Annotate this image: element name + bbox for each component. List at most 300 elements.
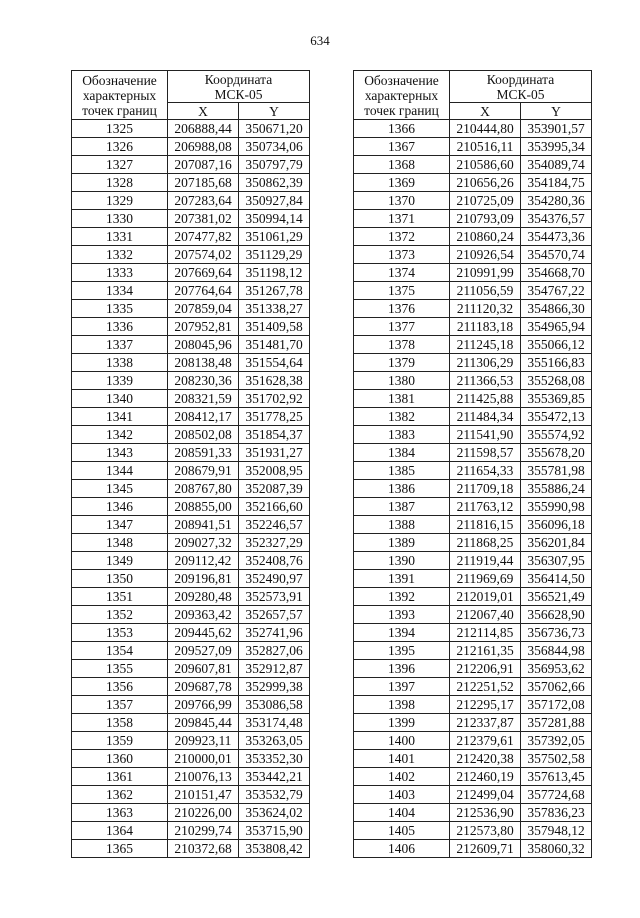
point-id-cell: 1325 (72, 120, 168, 138)
x-coordinate-cell: 211709,18 (450, 480, 521, 498)
coordinate-system-header: Координата МСК-05 (168, 71, 310, 103)
y-coordinate-cell: 350797,79 (239, 156, 310, 174)
x-coordinate-cell: 209845,44 (168, 714, 239, 732)
y-coordinate-cell: 351854,37 (239, 426, 310, 444)
x-coordinate-cell: 208502,08 (168, 426, 239, 444)
point-id-cell: 1373 (354, 246, 450, 264)
table-row (72, 426, 310, 444)
table-row (72, 228, 310, 246)
table-row (354, 732, 592, 750)
point-id-cell: 1403 (354, 786, 450, 804)
x-coordinate-cell: 208941,51 (168, 516, 239, 534)
table-row (354, 552, 592, 570)
y-coordinate-cell: 352827,06 (239, 642, 310, 660)
table-row (72, 804, 310, 822)
x-coordinate-cell: 209445,62 (168, 624, 239, 642)
x-coordinate-cell: 209527,09 (168, 642, 239, 660)
y-coordinate-cell: 358060,32 (521, 840, 592, 858)
y-coordinate-cell: 352490,97 (239, 570, 310, 588)
y-coordinate-cell: 357172,08 (521, 696, 592, 714)
x-coordinate-cell: 211056,59 (450, 282, 521, 300)
point-id-cell: 1396 (354, 660, 450, 678)
point-id-cell: 1386 (354, 480, 450, 498)
point-id-cell: 1384 (354, 444, 450, 462)
x-coordinate-cell: 212420,38 (450, 750, 521, 768)
point-id-cell: 1347 (72, 516, 168, 534)
y-coordinate-cell: 351198,12 (239, 264, 310, 282)
y-coordinate-cell: 353532,79 (239, 786, 310, 804)
x-coordinate-cell: 210793,09 (450, 210, 521, 228)
y-coordinate-cell: 354866,30 (521, 300, 592, 318)
point-id-cell: 1389 (354, 534, 450, 552)
y-coordinate-cell: 357281,88 (521, 714, 592, 732)
x-coordinate-cell: 207669,64 (168, 264, 239, 282)
point-id-cell: 1344 (72, 462, 168, 480)
x-coordinate-cell: 212499,04 (450, 786, 521, 804)
table-row (354, 426, 592, 444)
table-row (354, 138, 592, 156)
table-row (354, 696, 592, 714)
y-coordinate-cell: 352657,57 (239, 606, 310, 624)
y-coordinate-cell: 356628,90 (521, 606, 592, 624)
point-id-cell: 1392 (354, 588, 450, 606)
table-row (72, 174, 310, 192)
table-row (72, 660, 310, 678)
y-coordinate-cell: 352999,38 (239, 678, 310, 696)
x-coordinate-cell: 210991,99 (450, 264, 521, 282)
table-row (354, 660, 592, 678)
y-coordinate-cell: 355268,08 (521, 372, 592, 390)
y-coordinate-cell: 352327,29 (239, 534, 310, 552)
y-coordinate-cell: 356307,95 (521, 552, 592, 570)
y-coordinate-cell: 354184,75 (521, 174, 592, 192)
point-id-cell: 1383 (354, 426, 450, 444)
y-coordinate-cell: 354376,57 (521, 210, 592, 228)
table-row (354, 840, 592, 858)
x-coordinate-cell: 210926,54 (450, 246, 521, 264)
x-coordinate-cell: 208412,17 (168, 408, 239, 426)
point-id-cell: 1333 (72, 264, 168, 282)
x-coordinate-cell: 211425,88 (450, 390, 521, 408)
table-row (354, 804, 592, 822)
table-row (354, 822, 592, 840)
table-row (354, 516, 592, 534)
y-coordinate-cell: 353263,05 (239, 732, 310, 750)
x-coordinate-cell: 207574,02 (168, 246, 239, 264)
x-coordinate-cell: 208679,91 (168, 462, 239, 480)
table-row (72, 318, 310, 336)
point-id-cell: 1337 (72, 336, 168, 354)
table-row (354, 750, 592, 768)
y-coordinate-cell: 357836,23 (521, 804, 592, 822)
table-row (72, 732, 310, 750)
table-row (354, 390, 592, 408)
x-coordinate-cell: 207283,64 (168, 192, 239, 210)
point-id-cell: 1338 (72, 354, 168, 372)
x-coordinate-cell: 212337,87 (450, 714, 521, 732)
x-coordinate-cell: 208591,33 (168, 444, 239, 462)
x-coordinate-cell: 210226,00 (168, 804, 239, 822)
y-coordinate-cell: 355678,20 (521, 444, 592, 462)
table-row (72, 714, 310, 732)
point-id-cell: 1393 (354, 606, 450, 624)
y-coordinate-cell: 351267,78 (239, 282, 310, 300)
y-coordinate-cell: 353442,21 (239, 768, 310, 786)
x-coordinate-cell: 210725,09 (450, 192, 521, 210)
y-coordinate-cell: 357062,66 (521, 678, 592, 696)
x-coordinate-cell: 211919,44 (450, 552, 521, 570)
x-coordinate-cell: 209280,48 (168, 588, 239, 606)
point-id-cell: 1379 (354, 354, 450, 372)
x-coordinate-cell: 210656,26 (450, 174, 521, 192)
x-coordinate-cell: 209363,42 (168, 606, 239, 624)
point-id-cell: 1370 (354, 192, 450, 210)
point-designation-header: Обозначение характерных точек границ (72, 71, 168, 120)
x-coordinate-cell: 211654,33 (450, 462, 521, 480)
table-row (354, 570, 592, 588)
point-id-cell: 1361 (72, 768, 168, 786)
table-row (354, 318, 592, 336)
table-row (354, 300, 592, 318)
y-coordinate-cell: 351702,92 (239, 390, 310, 408)
point-id-cell: 1366 (354, 120, 450, 138)
x-coordinate-cell: 212114,85 (450, 624, 521, 642)
point-id-cell: 1375 (354, 282, 450, 300)
point-id-cell: 1376 (354, 300, 450, 318)
x-coordinate-cell: 206888,44 (168, 120, 239, 138)
point-id-cell: 1385 (354, 462, 450, 480)
point-id-cell: 1350 (72, 570, 168, 588)
table-row (354, 228, 592, 246)
table-row (354, 192, 592, 210)
table-row (72, 354, 310, 372)
table-row (72, 516, 310, 534)
point-id-cell: 1397 (354, 678, 450, 696)
x-coordinate-cell: 211598,57 (450, 444, 521, 462)
point-id-cell: 1345 (72, 480, 168, 498)
table-row (354, 444, 592, 462)
y-coordinate-cell: 350927,84 (239, 192, 310, 210)
point-id-cell: 1406 (354, 840, 450, 858)
coordinates-table-right (353, 70, 592, 858)
x-coordinate-cell: 206988,08 (168, 138, 239, 156)
point-id-cell: 1360 (72, 750, 168, 768)
point-id-cell: 1364 (72, 822, 168, 840)
y-coordinate-cell: 353808,42 (239, 840, 310, 858)
point-id-cell: 1342 (72, 426, 168, 444)
table-body (354, 120, 592, 858)
table-row (72, 696, 310, 714)
point-id-cell: 1330 (72, 210, 168, 228)
table-row (72, 264, 310, 282)
y-coordinate-cell: 355472,13 (521, 408, 592, 426)
point-id-cell: 1335 (72, 300, 168, 318)
table-row (72, 444, 310, 462)
point-id-cell: 1368 (354, 156, 450, 174)
x-coordinate-cell: 212609,71 (450, 840, 521, 858)
y-coordinate-cell: 355369,85 (521, 390, 592, 408)
table-row (354, 174, 592, 192)
y-coordinate-cell: 355574,92 (521, 426, 592, 444)
x-coordinate-cell: 209766,99 (168, 696, 239, 714)
y-coordinate-cell: 352246,57 (239, 516, 310, 534)
y-coordinate-cell: 357613,45 (521, 768, 592, 786)
x-coordinate-cell: 212251,52 (450, 678, 521, 696)
point-id-cell: 1404 (354, 804, 450, 822)
y-coordinate-cell: 353086,58 (239, 696, 310, 714)
point-id-cell: 1398 (354, 696, 450, 714)
y-column-header: Y (239, 103, 310, 120)
y-coordinate-cell: 350671,20 (239, 120, 310, 138)
page-number: 634 (310, 33, 330, 48)
point-id-cell: 1343 (72, 444, 168, 462)
x-coordinate-cell: 211541,90 (450, 426, 521, 444)
point-id-cell: 1372 (354, 228, 450, 246)
x-coordinate-cell: 210586,60 (450, 156, 521, 174)
y-coordinate-cell: 353624,02 (239, 804, 310, 822)
y-coordinate-cell: 354570,74 (521, 246, 592, 264)
table-body (72, 120, 310, 858)
x-coordinate-cell: 210516,11 (450, 138, 521, 156)
x-coordinate-cell: 208045,96 (168, 336, 239, 354)
table-row (72, 534, 310, 552)
y-coordinate-cell: 350862,39 (239, 174, 310, 192)
y-coordinate-cell: 355781,98 (521, 462, 592, 480)
x-coordinate-cell: 210151,47 (168, 786, 239, 804)
x-coordinate-cell: 211816,15 (450, 516, 521, 534)
x-coordinate-cell: 211183,18 (450, 318, 521, 336)
table-row (354, 606, 592, 624)
point-id-cell: 1382 (354, 408, 450, 426)
y-coordinate-cell: 354965,94 (521, 318, 592, 336)
table-row (354, 354, 592, 372)
point-id-cell: 1391 (354, 570, 450, 588)
table-row (72, 408, 310, 426)
table-row (72, 624, 310, 642)
point-id-cell: 1332 (72, 246, 168, 264)
table-row (72, 678, 310, 696)
x-coordinate-cell: 209112,42 (168, 552, 239, 570)
table-row (354, 264, 592, 282)
x-coordinate-cell: 207859,04 (168, 300, 239, 318)
point-id-cell: 1363 (72, 804, 168, 822)
point-id-cell: 1362 (72, 786, 168, 804)
x-coordinate-cell: 211484,34 (450, 408, 521, 426)
y-coordinate-cell: 354280,36 (521, 192, 592, 210)
y-coordinate-cell: 356521,49 (521, 588, 592, 606)
y-coordinate-cell: 353901,57 (521, 120, 592, 138)
x-coordinate-cell: 212460,19 (450, 768, 521, 786)
y-coordinate-cell: 351129,29 (239, 246, 310, 264)
point-id-cell: 1371 (354, 210, 450, 228)
x-coordinate-cell: 207477,82 (168, 228, 239, 246)
y-coordinate-cell: 353995,34 (521, 138, 592, 156)
point-id-cell: 1400 (354, 732, 450, 750)
table-row (72, 192, 310, 210)
x-coordinate-cell: 210076,13 (168, 768, 239, 786)
x-coordinate-cell: 211366,53 (450, 372, 521, 390)
table-row (72, 768, 310, 786)
table-row (72, 372, 310, 390)
table-row (72, 300, 310, 318)
point-id-cell: 1387 (354, 498, 450, 516)
y-coordinate-cell: 356736,73 (521, 624, 592, 642)
table-row (72, 570, 310, 588)
table-row (354, 120, 592, 138)
table-row (354, 624, 592, 642)
x-coordinate-cell: 211969,69 (450, 570, 521, 588)
y-coordinate-cell: 351778,25 (239, 408, 310, 426)
point-id-cell: 1329 (72, 192, 168, 210)
y-coordinate-cell: 355166,83 (521, 354, 592, 372)
x-coordinate-cell: 211306,29 (450, 354, 521, 372)
table-row (354, 786, 592, 804)
table-row (72, 210, 310, 228)
table-row (72, 390, 310, 408)
table-row (354, 534, 592, 552)
x-coordinate-cell: 207381,02 (168, 210, 239, 228)
x-column-header: X (450, 103, 521, 120)
point-id-cell: 1405 (354, 822, 450, 840)
x-coordinate-cell: 212067,40 (450, 606, 521, 624)
point-id-cell: 1388 (354, 516, 450, 534)
table-row (354, 336, 592, 354)
x-coordinate-cell: 212573,80 (450, 822, 521, 840)
y-coordinate-cell: 356414,50 (521, 570, 592, 588)
y-coordinate-cell: 356953,62 (521, 660, 592, 678)
y-coordinate-cell: 352008,95 (239, 462, 310, 480)
table-row (72, 156, 310, 174)
point-id-cell: 1331 (72, 228, 168, 246)
table-row (72, 588, 310, 606)
point-id-cell: 1395 (354, 642, 450, 660)
point-id-cell: 1358 (72, 714, 168, 732)
table-row (354, 210, 592, 228)
x-coordinate-cell: 211868,25 (450, 534, 521, 552)
y-coordinate-cell: 352741,96 (239, 624, 310, 642)
y-coordinate-cell: 351628,38 (239, 372, 310, 390)
point-id-cell: 1356 (72, 678, 168, 696)
coordinate-system-header: Координата МСК-05 (450, 71, 592, 103)
x-coordinate-cell: 209923,11 (168, 732, 239, 750)
table-row (72, 822, 310, 840)
table-row (72, 642, 310, 660)
point-id-cell: 1352 (72, 606, 168, 624)
point-id-cell: 1354 (72, 642, 168, 660)
y-coordinate-cell: 354089,74 (521, 156, 592, 174)
table-row (72, 336, 310, 354)
y-coordinate-cell: 354668,70 (521, 264, 592, 282)
point-id-cell: 1355 (72, 660, 168, 678)
table-row (354, 714, 592, 732)
y-coordinate-cell: 352087,39 (239, 480, 310, 498)
y-coordinate-cell: 351554,64 (239, 354, 310, 372)
x-coordinate-cell: 210000,01 (168, 750, 239, 768)
table-row (354, 246, 592, 264)
y-coordinate-cell: 351481,70 (239, 336, 310, 354)
x-coordinate-cell: 212161,35 (450, 642, 521, 660)
x-coordinate-cell: 212019,01 (450, 588, 521, 606)
x-coordinate-cell: 207952,81 (168, 318, 239, 336)
y-coordinate-cell: 357392,05 (521, 732, 592, 750)
point-id-cell: 1357 (72, 696, 168, 714)
point-id-cell: 1401 (354, 750, 450, 768)
table-row (72, 750, 310, 768)
table-row (354, 588, 592, 606)
y-coordinate-cell: 351931,27 (239, 444, 310, 462)
table-row (72, 138, 310, 156)
point-id-cell: 1348 (72, 534, 168, 552)
x-coordinate-cell: 207185,68 (168, 174, 239, 192)
point-designation-header: Обозначение характерных точек границ (354, 71, 450, 120)
x-coordinate-cell: 211120,32 (450, 300, 521, 318)
table-row (354, 408, 592, 426)
x-coordinate-cell: 210444,80 (450, 120, 521, 138)
table-row (354, 480, 592, 498)
x-coordinate-cell: 209027,32 (168, 534, 239, 552)
x-coordinate-cell: 208138,48 (168, 354, 239, 372)
x-coordinate-cell: 208855,00 (168, 498, 239, 516)
table-row (72, 786, 310, 804)
y-coordinate-cell: 352166,60 (239, 498, 310, 516)
point-id-cell: 1351 (72, 588, 168, 606)
point-id-cell: 1394 (354, 624, 450, 642)
table-row (354, 282, 592, 300)
point-id-cell: 1369 (354, 174, 450, 192)
table-row (72, 480, 310, 498)
table-row (354, 678, 592, 696)
point-id-cell: 1374 (354, 264, 450, 282)
table-row (72, 246, 310, 264)
point-id-cell: 1402 (354, 768, 450, 786)
table-row (72, 462, 310, 480)
table-row (354, 498, 592, 516)
x-coordinate-cell: 211245,18 (450, 336, 521, 354)
y-coordinate-cell: 356201,84 (521, 534, 592, 552)
x-coordinate-cell: 209687,78 (168, 678, 239, 696)
table-row (354, 768, 592, 786)
point-id-cell: 1377 (354, 318, 450, 336)
point-id-cell: 1365 (72, 840, 168, 858)
y-coordinate-cell: 356844,98 (521, 642, 592, 660)
table-row (354, 156, 592, 174)
point-id-cell: 1380 (354, 372, 450, 390)
y-coordinate-cell: 351061,29 (239, 228, 310, 246)
x-column-header: X (168, 103, 239, 120)
y-coordinate-cell: 352912,87 (239, 660, 310, 678)
point-id-cell: 1334 (72, 282, 168, 300)
point-id-cell: 1341 (72, 408, 168, 426)
x-coordinate-cell: 208230,36 (168, 372, 239, 390)
x-coordinate-cell: 209607,81 (168, 660, 239, 678)
y-coordinate-cell: 355066,12 (521, 336, 592, 354)
y-coordinate-cell: 353352,30 (239, 750, 310, 768)
y-coordinate-cell: 354473,36 (521, 228, 592, 246)
y-coordinate-cell: 357502,58 (521, 750, 592, 768)
table-row (72, 552, 310, 570)
point-id-cell: 1349 (72, 552, 168, 570)
point-id-cell: 1328 (72, 174, 168, 192)
y-coordinate-cell: 356096,18 (521, 516, 592, 534)
y-coordinate-cell: 354767,22 (521, 282, 592, 300)
x-coordinate-cell: 210860,24 (450, 228, 521, 246)
y-coordinate-cell: 357948,12 (521, 822, 592, 840)
table-row (354, 642, 592, 660)
x-coordinate-cell: 212379,61 (450, 732, 521, 750)
point-id-cell: 1336 (72, 318, 168, 336)
y-coordinate-cell: 353715,90 (239, 822, 310, 840)
point-id-cell: 1326 (72, 138, 168, 156)
